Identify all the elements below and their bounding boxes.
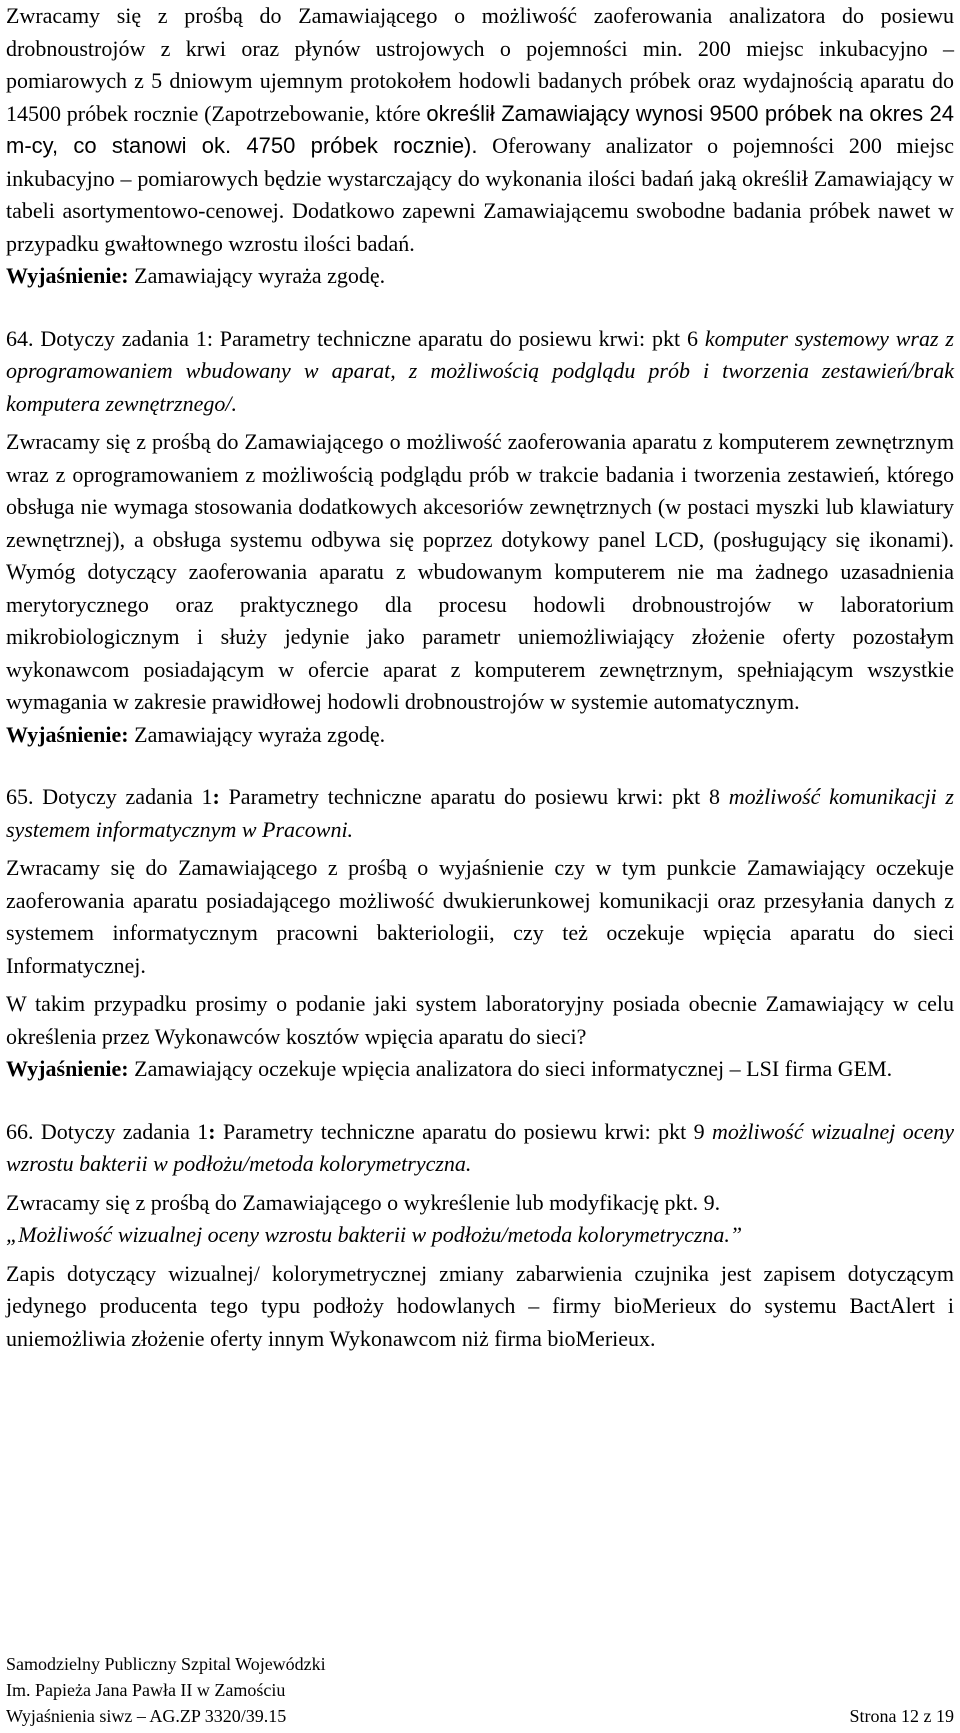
page-footer — [6, 1651, 954, 1729]
intro-answer — [6, 260, 954, 293]
question-65-lead-2: Parametry techniczne aparatu do posiewu krwi: pkt 8 — [219, 784, 729, 809]
footer-document-reference: Wyjaśnienia siwz – AG.ZP 3320/39.15 — [6, 1706, 287, 1726]
question-65-heading — [6, 781, 954, 846]
document-page — [6, 0, 954, 1355]
question-64-heading — [6, 323, 954, 421]
question-66-lead: 66. Dotyczy zadania 1 — [6, 1118, 209, 1144]
intro-text-sans-part: określił Zamawiający wynosi 9500 próbek na okres 24 m-cy, co stanowi ok. 4750 próbek rocznie). — [6, 100, 954, 158]
question-65-body-1: Zwracamy się do Zamawiającego z prośbą o wyjaśnienie czy w tym punkcie Zamawiający oczekuje zaoferowania aparatu posiadającego możliwość dwukierunkowej komunikacji oraz przesyłania danych z systemem informatycznym pracowni bakteriologii, czy też oczekuje wpięcia aparatu do sieci Informatycznej. — [6, 855, 954, 978]
question-64-body: Zwracamy się z prośbą do Zamawiającego o możliwość zaoferowania aparatu z komputerem zewnętrznym wraz z oprogramowaniem z możliwością podglądu prób w trakcie badania i tworzenia zestawień, którego obsługa nie wymaga stosowania dodatkowych akcesoriów zewnętrznych (w postaci myszki lub klawiatury zewnętrznej), a obsługa systemu odbywa się poprzez dotykowy panel LCD, (posługujący się ikonami). Wymóg dotyczący zaoferowania aparatu z wbudowanym komputerem nie ma żadnego uzasadnienia merytorycznego oraz praktycznego dla procesu hodowli drobnoustrojów w laboratorium mikrobiologicznym i służy jedynie jako parametr uniemożliwiający złożenie oferty pozostałym wykonawcom posiadającym w ofercie aparat z komputerem zewnętrznym, spełniającym wszystkie wymagania w zakresie prawidłowej hodowli drobnoustrojów w systemie automatycznym. — [6, 429, 954, 714]
footer-institution: Samodzielny Publiczny Szpital Wojewódzki — [6, 1654, 326, 1674]
question-65-quoted-requirement: możliwość komunikacji z systemem informatycznym w Pracowni. — [6, 784, 954, 842]
question-66-colon: : — [208, 1118, 216, 1144]
footer-institution-line-2: Im. Papieża Jana Pawła II w Zamościu — [6, 1680, 286, 1700]
answer-label: Wyjaśnienie: — [6, 721, 129, 747]
question-66-lead-2: Parametry techniczne aparatu do posiewu krwi: pkt 9 — [215, 1118, 712, 1144]
intro-text-part-1: Zwracamy się z prośbą do Zamawiającego o możliwość zaoferowania analizatora do posiewu drobnoustrojów z krwi oraz płynów ustrojowych o pojemności min. 200 miejsc inkubacyjno – pomiarowych z 5 dniowym ujemnym protokołem hodowli badanych próbek oraz wydajnością aparatu do 14500 próbek rocznie (Zapotrzebowanie, które — [6, 3, 954, 126]
question-64-quoted-requirement: komputer systemowy wraz z oprogramowaniem wbudowany w aparat, z możliwością podglądu prób i tworzenia zestawień/brak komputera zewnętrznego/. — [6, 325, 954, 416]
question-64-answer — [6, 719, 954, 752]
answer-text: Zamawiający oczekuje wpięcia analizatora do sieci informatycznej – LSI firma GEM. — [128, 1056, 893, 1081]
question-66-body-2: Zapis dotyczący wizualnej/ kolorymetrycznej zmiany zabarwienia czujnika jest zapisem dotyczącym jedynego producenta tego typu podłoży hodowlanych – firmy bioMerieux do systemu BactAlert i uniemożliwia złożenie oferty innym Wykonawcom niż firma bioMerieux. — [6, 1260, 954, 1351]
question-66-body-1-text: Zwracamy się z prośbą do Zamawiającego o wykreślenie lub modyfikację pkt. 9. — [6, 1189, 721, 1215]
intro-paragraph — [6, 0, 954, 260]
question-66-heading — [6, 1116, 954, 1181]
question-65-lead: 65. Dotyczy zadania 1 — [6, 784, 213, 809]
question-65-body-2: W takim przypadku prosimy o podanie jaki system laboratoryjny posiada obecnie Zamawiający w celu określenia przez Wykonawców kosztów wpięcia aparatu do sieci? — [6, 991, 954, 1049]
question-65-colon: : — [212, 784, 220, 809]
footer-bottom-row — [6, 1703, 954, 1729]
question-65-answer — [6, 1053, 954, 1086]
answer-text: Zamawiający wyraża zgodę. — [128, 721, 386, 747]
question-64-lead: 64. Dotyczy zadania 1: Parametry techniczne aparatu do posiewu krwi: pkt 6 — [6, 325, 705, 351]
question-66-quoted-requirement: możliwość wizualnej oceny wzrostu bakterii w podłożu/metoda kolorymetryczna. — [6, 1118, 954, 1176]
question-66-body-1 — [6, 1187, 954, 1252]
answer-text: Zamawiający wyraża zgodę. — [128, 263, 386, 288]
answer-label: Wyjaśnienie: — [6, 263, 129, 288]
intro-text-part-2: Oferowany analizator o pojemności 200 miejsc inkubacyjno – pomiarowych będzie wystarczający do wykonania ilości badań jaką określił Zamawiający w tabeli asortymentowo-cenowej. Dodatkowo zapewni Zamawiającemu swobodne badania próbek nawet w przypadku gwałtownego wzrostu ilości badań. — [6, 133, 954, 256]
page-number: Strona 12 z 19 — [849, 1706, 954, 1726]
question-66-quoted-point: „Możliwość wizualnej oceny wzrostu bakterii w podłożu/metoda kolorymetryczna.” — [6, 1222, 743, 1247]
answer-label: Wyjaśnienie: — [6, 1056, 129, 1081]
